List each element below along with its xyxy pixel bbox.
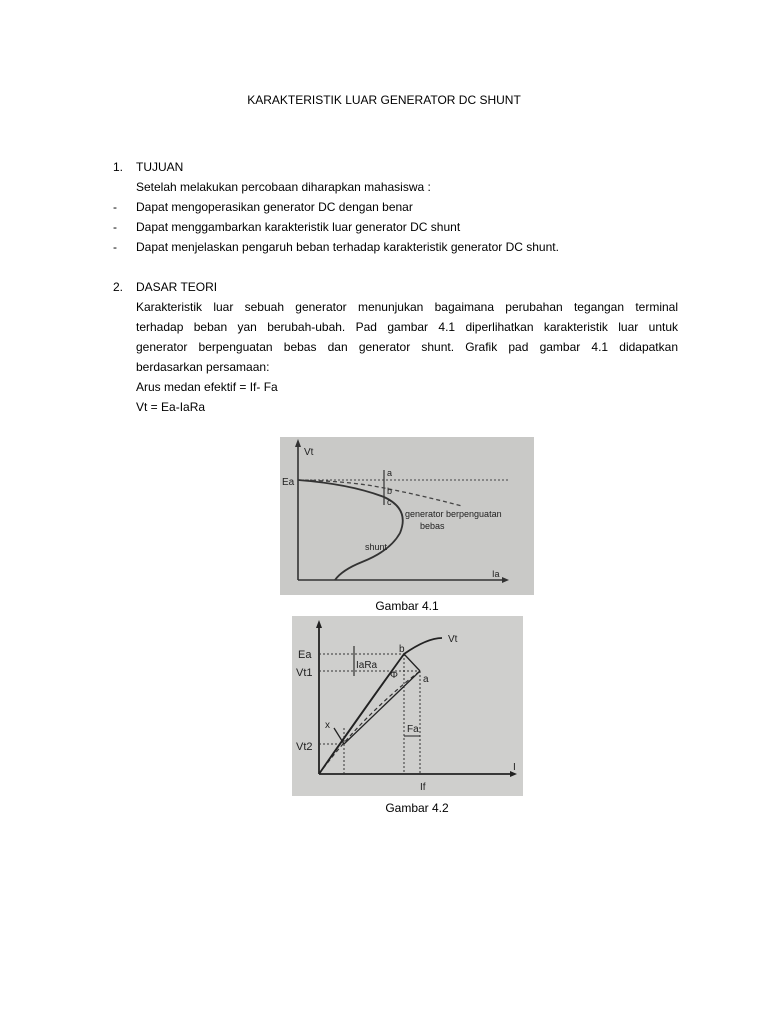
point-b-label: b — [399, 644, 405, 655]
y-axis-label: Vt — [304, 447, 314, 458]
figure-4-1-caption: Gambar 4.1 — [375, 599, 439, 613]
x-axis-label: I — [513, 762, 516, 773]
section-heading: TUJUAN — [136, 160, 184, 174]
figure-background — [292, 616, 523, 796]
phi-label: Φ — [390, 670, 398, 681]
generator-label-line2: bebas — [420, 521, 445, 531]
section-number: 2. — [113, 280, 124, 294]
vt1-label: Vt1 — [296, 667, 313, 679]
equation: Arus medan efektif = If- Fa — [136, 380, 278, 394]
list-item: - Dapat menggambarkan karakteristik luar generator DC shunt — [113, 220, 461, 234]
point-a-label: a — [387, 468, 393, 478]
ea-label: Ea — [298, 649, 312, 661]
shunt-label: shunt — [365, 542, 388, 552]
page-title: KARAKTERISTIK LUAR GENERATOR DC SHUNT — [247, 93, 521, 107]
section-number: 1. — [113, 160, 124, 174]
section-heading: DASAR TEORI — [136, 280, 218, 294]
point-c-label: c — [387, 497, 392, 507]
if-label: If — [420, 782, 426, 793]
figure-4-1-image — [280, 437, 534, 595]
list-item: - Dapat mengoperasikan generator DC dengan benar — [113, 200, 413, 214]
vt2-label: Vt2 — [296, 741, 313, 753]
ea-label: Ea — [282, 477, 295, 488]
figure-4-2-caption: Gambar 4.2 — [385, 801, 449, 815]
fa-label: Fa — [407, 724, 419, 735]
point-b-label: b — [387, 486, 393, 496]
x-axis-label: Ia — [492, 569, 500, 579]
generator-label-line1: generator berpenguatan — [405, 509, 502, 519]
figure-4-2-image — [292, 616, 523, 796]
paragraph: Karakteristik luar sebuah generator menunjukan bagaimana perubahan tegangan terminal terhadap beban yan berubah-ubah. Pad gambar 4.1 diperlihatkan karakteristik luar untuk generator berpenguatan bebas dan generator shunt. Grafik pad gambar 4.1 didapatkan berdasarkan persamaan: — [136, 300, 678, 374]
section-intro: Setelah melakukan percobaan diharapkan mahasiswa : — [136, 180, 431, 194]
point-a-label: a — [423, 674, 429, 685]
section-dasar-teori — [113, 277, 678, 417]
section-tujuan — [113, 157, 678, 257]
vt-curve-label: Vt — [448, 634, 458, 645]
equation: Vt = Ea-IaRa — [136, 400, 206, 414]
iara-label: IaRa — [356, 660, 378, 671]
point-x-label: x — [325, 720, 330, 731]
list-item: - Dapat menjelaskan pengaruh beban terhadap karakteristik generator DC shunt. — [113, 240, 559, 254]
